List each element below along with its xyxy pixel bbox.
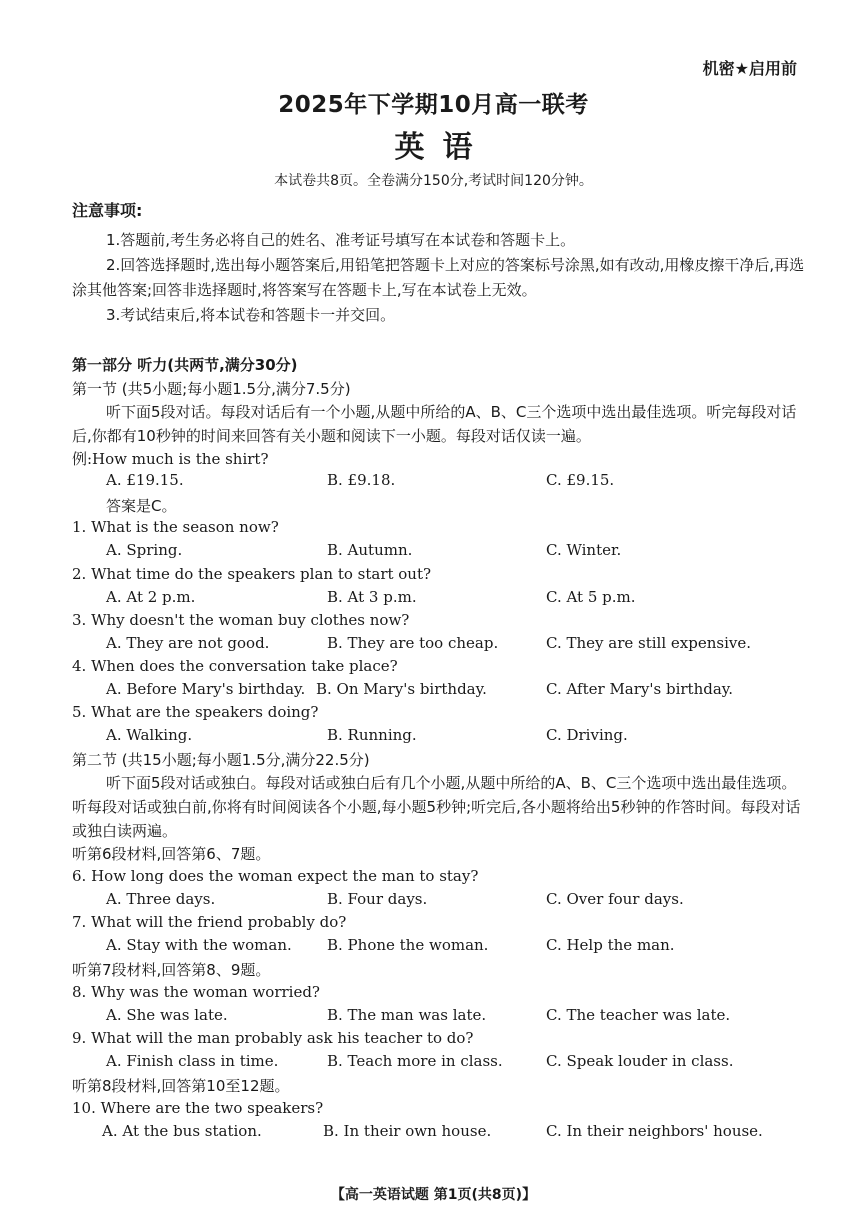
example-question: 例:How much is the shirt? bbox=[72, 450, 269, 468]
q10-option-b: B. In their own house. bbox=[323, 1122, 492, 1140]
notice-list bbox=[72, 228, 808, 328]
q6-option-a: A. Three days. bbox=[106, 890, 216, 908]
q8-option-c: C. The teacher was late. bbox=[546, 1006, 731, 1024]
question-8: 8. Why was the woman worried? bbox=[72, 983, 320, 1001]
q7-option-b: B. Phone the woman. bbox=[327, 936, 489, 954]
material-7-label: 听第7段材料,回答第8、9题。 bbox=[72, 961, 271, 979]
q2-option-a: A. At 2 p.m. bbox=[106, 588, 196, 606]
q8-option-b: B. The man was late. bbox=[327, 1006, 487, 1024]
page-footer: 【高一英语试题 第1页(共8页)】 bbox=[330, 1187, 537, 1203]
q6-option-c: C. Over four days. bbox=[546, 890, 684, 908]
exam-info: 本试卷共8页。全卷满分150分,考试时间120分钟。 bbox=[274, 173, 593, 189]
exam-title: 2025年下学期10月高一联考 bbox=[278, 92, 589, 118]
question-9: 9. What will the man probably ask his teacher to do? bbox=[72, 1029, 474, 1047]
subject-title: 英语 bbox=[394, 130, 491, 165]
q2-option-c: C. At 5 p.m. bbox=[546, 588, 636, 606]
q3-option-a: A. They are not good. bbox=[106, 634, 270, 652]
q7-option-a: A. Stay with the woman. bbox=[106, 936, 292, 954]
q4-option-b: B. On Mary's birthday. bbox=[316, 680, 487, 698]
section2-title: 第二节 (共15小题;每小题1.5分,满分22.5分) bbox=[72, 751, 370, 769]
question-3: 3. Why doesn't the woman buy clothes now? bbox=[72, 611, 410, 629]
confidential-label: 机密★启用前 bbox=[702, 59, 797, 78]
question-7: 7. What will the friend probably do? bbox=[72, 913, 347, 931]
question-6: 6. How long does the woman expect the man to stay? bbox=[72, 867, 479, 885]
q8-option-a: A. She was late. bbox=[106, 1006, 228, 1024]
example-answer: 答案是C。 bbox=[106, 497, 177, 515]
q1-option-a: A. Spring. bbox=[106, 541, 183, 559]
example-option-b: B. £9.18. bbox=[327, 471, 396, 489]
q4-option-c: C. After Mary's birthday. bbox=[546, 680, 734, 698]
notice-item: 3.考试结束后,将本试卷和答题卡一并交回。 bbox=[106, 306, 396, 324]
example-option-a: A. £19.15. bbox=[106, 471, 184, 489]
q5-option-a: A. Walking. bbox=[106, 726, 193, 744]
notice-item: 2.回答选择题时,选出每小题答案后,用铅笔把答题卡上对应的答案标号涂黑,如有改动,用橡皮擦干净后,再选涂其他答案;回答非选择题时,将答案写在答题卡上,写在本试卷上无效。 bbox=[72, 256, 805, 299]
q1-option-b: B. Autumn. bbox=[327, 541, 413, 559]
q10-option-c: C. In their neighbors' house. bbox=[546, 1122, 763, 1140]
q9-option-a: A. Finish class in time. bbox=[106, 1052, 279, 1070]
example-option-c: C. £9.15. bbox=[546, 471, 615, 489]
material-8-label: 听第8段材料,回答第10至12题。 bbox=[72, 1077, 290, 1095]
notice-heading: 注意事项: bbox=[72, 201, 143, 220]
q1-option-c: C. Winter. bbox=[546, 541, 622, 559]
q6-option-b: B. Four days. bbox=[327, 890, 428, 908]
question-10: 10. Where are the two speakers? bbox=[72, 1099, 324, 1117]
question-5: 5. What are the speakers doing? bbox=[72, 703, 319, 721]
question-2: 2. What time do the speakers plan to start out? bbox=[72, 565, 432, 583]
section2-instructions: 听下面5段对话或独白。每段对话或独白后有几个小题,从题中所给的A、B、C三个选项中选出最佳选项。听每段对话或独白前,你将有时间阅读各个小题,每小题5秒钟;听完后,各小题将给出5秒钟的作答时间。每段对话或独白读两遍。 bbox=[72, 774, 801, 840]
question-4: 4. When does the conversation take place? bbox=[72, 657, 398, 675]
q4-option-a: A. Before Mary's birthday. bbox=[106, 680, 306, 698]
q3-option-b: B. They are too cheap. bbox=[327, 634, 499, 652]
q5-option-b: B. Running. bbox=[327, 726, 417, 744]
material-6-label: 听第6段材料,回答第6、7题。 bbox=[72, 845, 271, 863]
notice-item: 1.答题前,考生务必将自己的姓名、准考证号填写在本试卷和答题卡上。 bbox=[106, 231, 576, 249]
q9-option-b: B. Teach more in class. bbox=[327, 1052, 503, 1070]
question-1: 1. What is the season now? bbox=[72, 518, 279, 536]
q3-option-c: C. They are still expensive. bbox=[546, 634, 751, 652]
q7-option-c: C. Help the man. bbox=[546, 936, 675, 954]
q5-option-c: C. Driving. bbox=[546, 726, 628, 744]
part1-title: 第一部分 听力(共两节,满分30分) bbox=[72, 356, 298, 374]
q2-option-b: B. At 3 p.m. bbox=[327, 588, 417, 606]
section1-title: 第一节 (共5小题;每小题1.5分,满分7.5分) bbox=[72, 380, 351, 398]
q9-option-c: C. Speak louder in class. bbox=[546, 1052, 734, 1070]
q10-option-a: A. At the bus station. bbox=[102, 1122, 262, 1140]
section1-instructions: 听下面5段对话。每段对话后有一个小题,从题中所给的A、B、C三个选项中选出最佳选项。听完每段对话后,你都有10秒钟的时间来回答有关小题和阅读下一小题。每段对话仅读一遍。 bbox=[72, 403, 797, 445]
